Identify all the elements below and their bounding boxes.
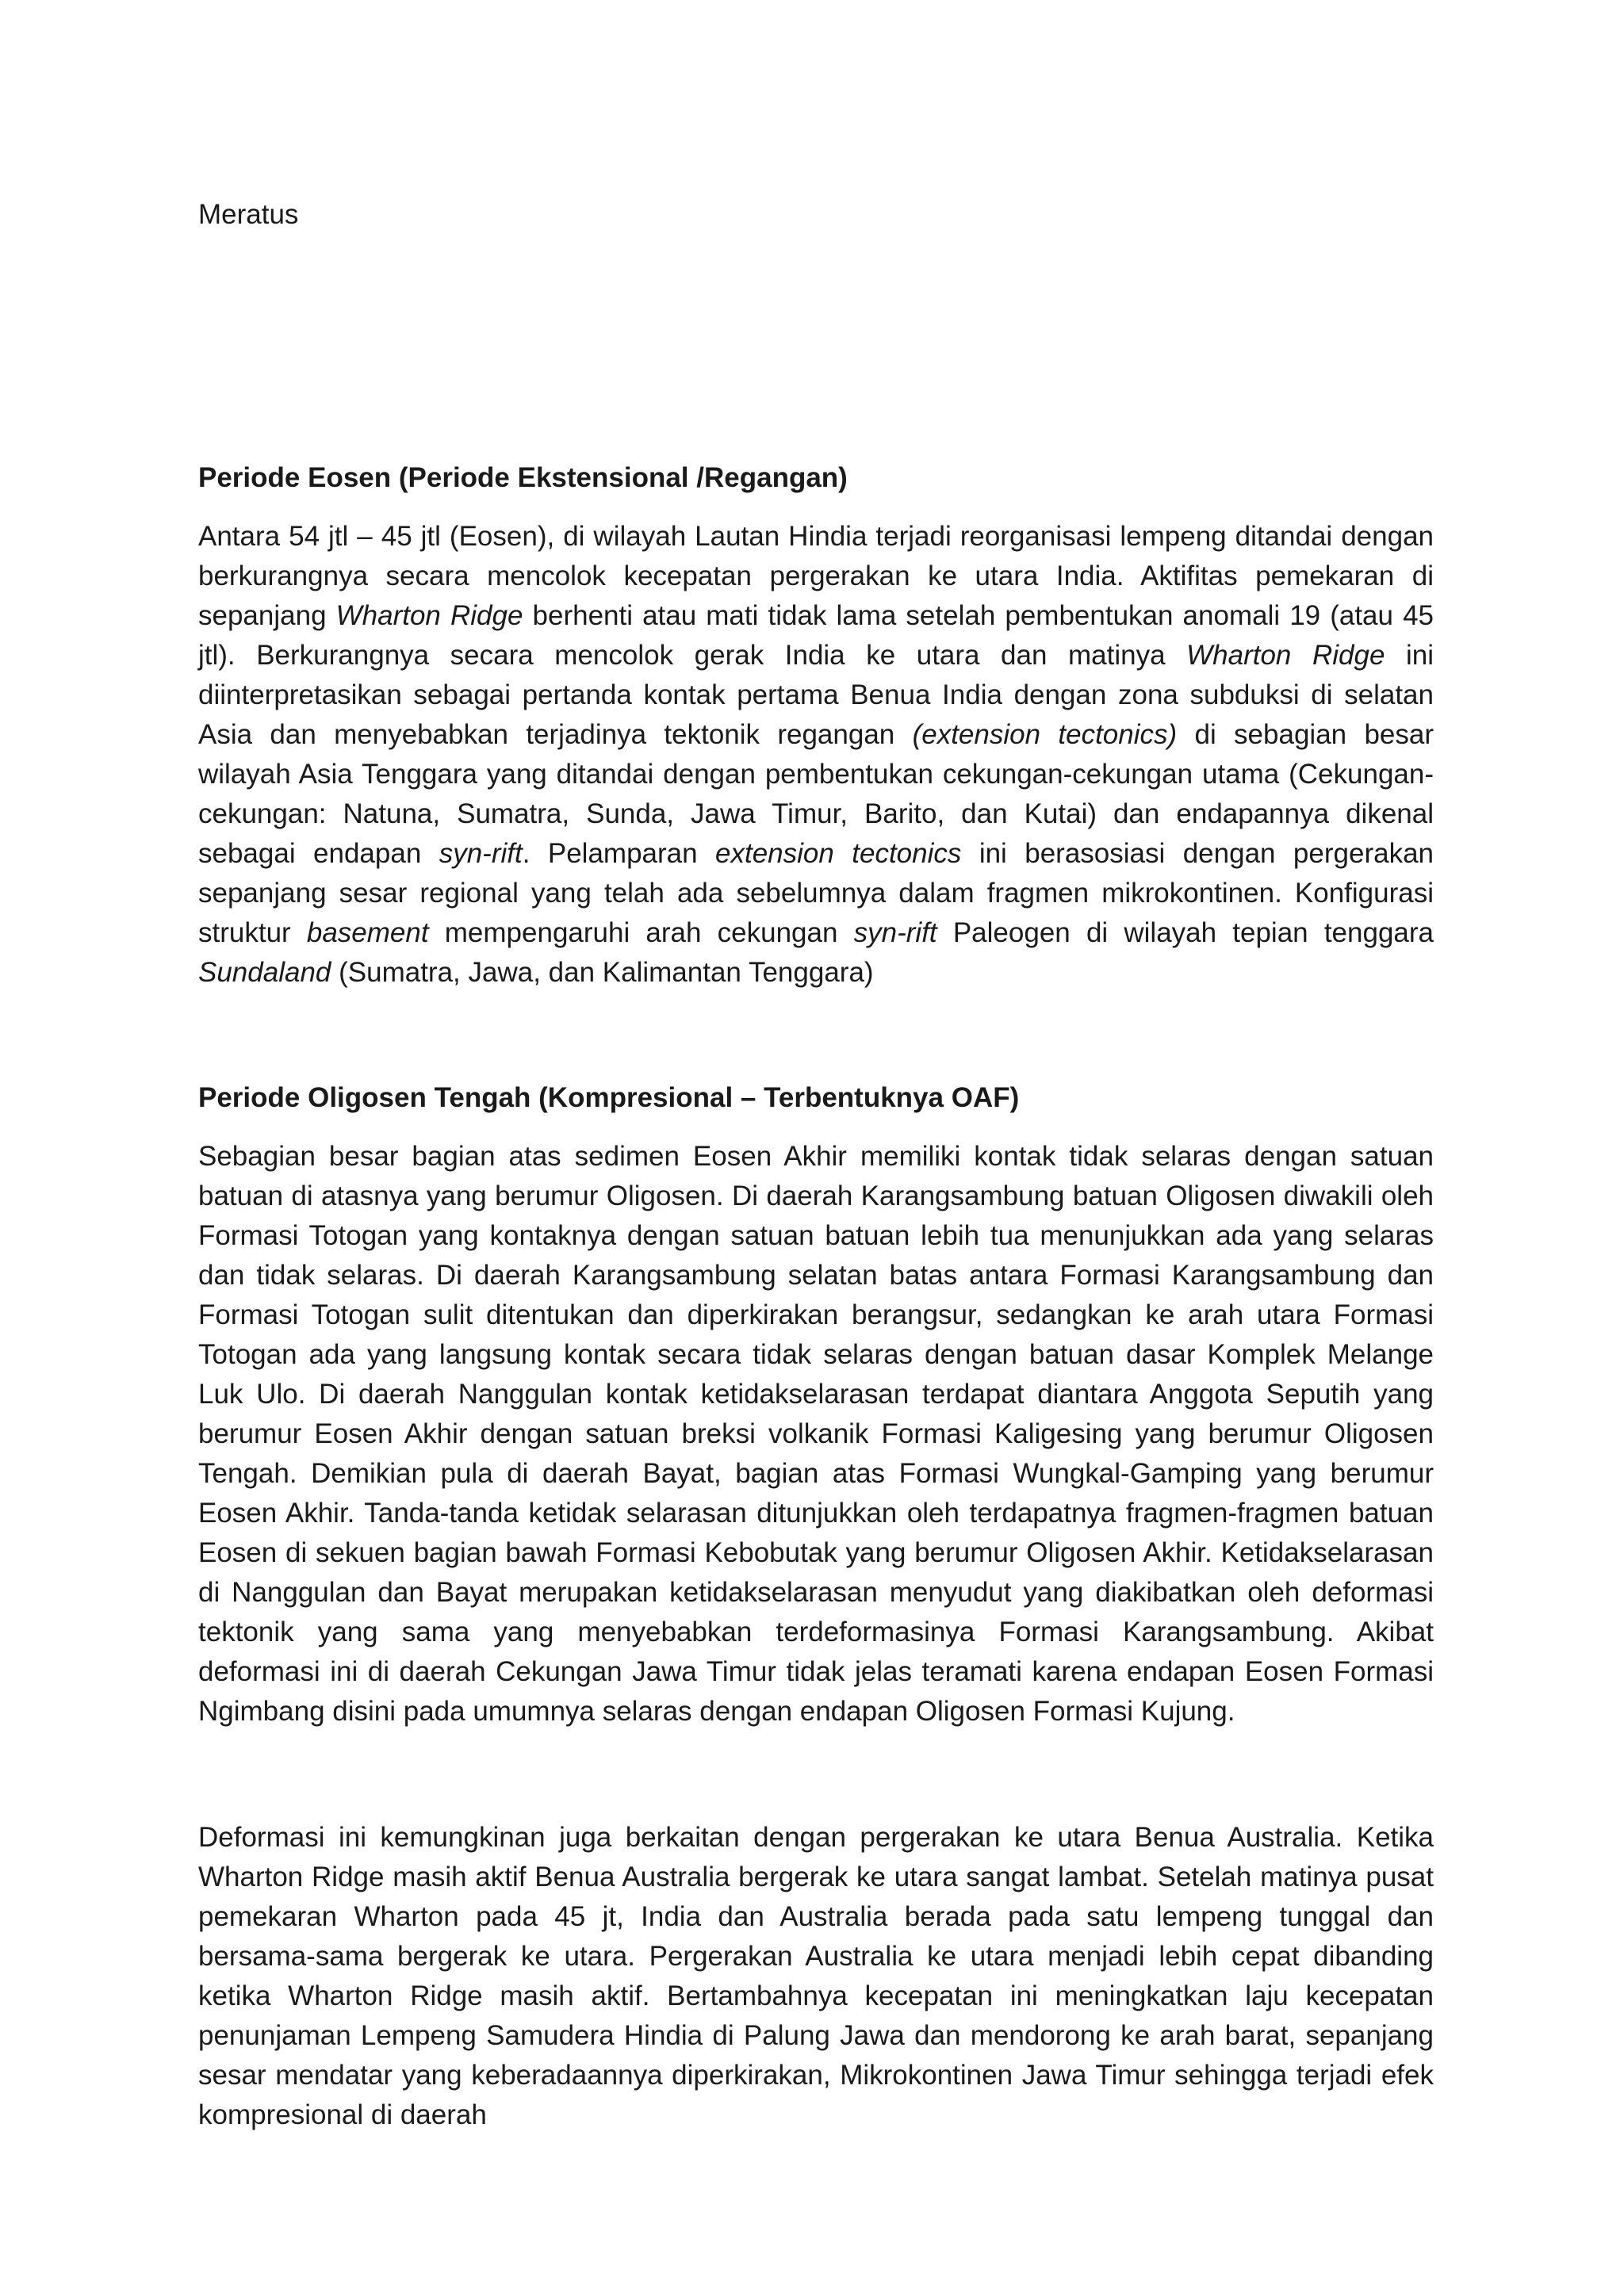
text-run: (Sumatra, Jawa, dan Kalimantan Tenggara) [331,957,874,988]
italic-term: Wharton Ridge [335,600,523,631]
italic-term: (extension tectonics) [912,719,1178,750]
section-paragraph [198,517,1434,993]
section-paragraph [198,1818,1434,2135]
section-deformasi [198,1818,1434,2135]
text-run: Antara 54 jtl – 45 jtl (Eosen), di wilayah Lautan Hindia terjadi reorganisasi lempeng ditandai dengan berkurangnya secara mencolok kecepatan pergerakan ke utara India. Aktifitas pemekaran di sepanjang [198,521,1434,631]
section-eosen [198,458,1434,993]
section-oligosen-tengah [198,1078,1434,1732]
text-run: Paleogen di wilayah tepian tenggara [936,917,1434,948]
italic-term: syn-rift [853,917,937,948]
text-run: . Pelamparan [522,838,716,869]
text-run: berhenti atau mati tidak lama setelah pembentukan anomali 19 (atau 45 jtl). Berkurangnya secara mencolok gerak India ke utara dan matinya [198,600,1434,671]
section-heading: Periode Oligosen Tengah (Kompresional – Terbentuknya OAF) [198,1082,1020,1113]
text-run: ini diinterpretasikan sebagai pertanda kontak pertama Benua India dengan zona subduksi di selatan Asia dan menyebabkan terjadinya tektonik regangan [198,640,1434,750]
text-run: mempengaruhi arah cekungan [428,917,854,948]
italic-term: extension tectonics [715,838,962,869]
italic-term: syn-rift [439,838,523,869]
document-title: Meratus [198,199,299,230]
text-run: Sebagian besar bagian atas sedimen Eosen Akhir memiliki kontak tidak selaras dengan satuan batuan di atasnya yang berumur Oligosen. Di daerah Karangsambung batuan Oligosen diwakili oleh Formasi Totogan yang kontaknya dengan satuan batuan lebih tua menunjukkan ada yang selaras dan tidak selaras. Di daerah Karangsambung selatan batas antara Formasi Karangsambung dan Formasi Totogan sulit ditentukan dan diperkirakan berangsur, sedangkan ke arah utara Formasi Totogan ada yang langsung kontak secara tidak selaras dengan batuan dasar Komplek Melange Luk Ulo. Di daerah Nanggulan kontak ketidakselarasan terdapat diantara Anggota Seputih yang berumur Eosen Akhir dengan satuan breksi volkanik Formasi Kaligesing yang berumur Oligosen Tengah. Demikian pula di daerah Bayat, bagian atas Formasi Wungkal-Gamping yang berumur Eosen Akhir. Tanda-tanda ketidak selarasan ditunjukkan oleh terdapatnya fragmen-fragmen batuan Eosen di sekuen bagian bawah Formasi Kebobutak yang berumur Oligosen Akhir. Ketidakselarasan di Nanggulan dan Bayat merupakan ketidakselarasan menyudut yang diakibatkan oleh deformasi tektonik yang sama yang menyebabkan terdeformasinya Formasi Karangsambung. Akibat deformasi ini di daerah Cekungan Jawa Timur tidak jelas teramati karena endapan Eosen Formasi Ngimbang disini pada umumnya selaras dengan endapan Oligosen Formasi Kujung. [198,1141,1434,1727]
section-paragraph [198,1137,1434,1732]
italic-term: basement [306,917,429,948]
italic-term: Wharton Ridge [1186,640,1385,671]
text-run: di sebagian besar wilayah Asia Tenggara yang ditandai dengan pembentukan cekungan-cekungan utama (Cekungan-cekungan: Natuna, Sumatra, Sunda, Jawa Timur, Barito, dan Kutai) dan endapannya dikenal sebagai endapan [198,719,1434,869]
section-heading: Periode Eosen (Periode Ekstensional /Regangan) [198,462,848,493]
italic-term: Sundaland [198,957,331,988]
text-run: ini berasosiasi dengan pergerakan sepanjang sesar regional yang telah ada sebelumnya dalam fragmen mikrokontinen. Konfigurasi struktur [198,838,1434,948]
text-run: Deformasi ini kemungkinan juga berkaitan dengan pergerakan ke utara Benua Australia. Ketika Wharton Ridge masih aktif Benua Australia bergerak ke utara sangat lambat. Setelah matinya pusat pemekaran Wharton pada 45 jt, India dan Australia berada pada satu lempeng tunggal dan bersama-sama bergerak ke utara. Pergerakan Australia ke utara menjadi lebih cepat dibanding ketika Wharton Ridge masih aktif. Bertambahnya kecepatan ini meningkatkan laju kecepatan penunjaman Lempeng Samudera Hindia di Palung Jawa dan mendorong ke arah barat, sepanjang sesar mendatar yang keberadaannya diperkirakan, Mikrokontinen Jawa Timur sehingga terjadi efek kompresional di daerah [198,1822,1434,2130]
